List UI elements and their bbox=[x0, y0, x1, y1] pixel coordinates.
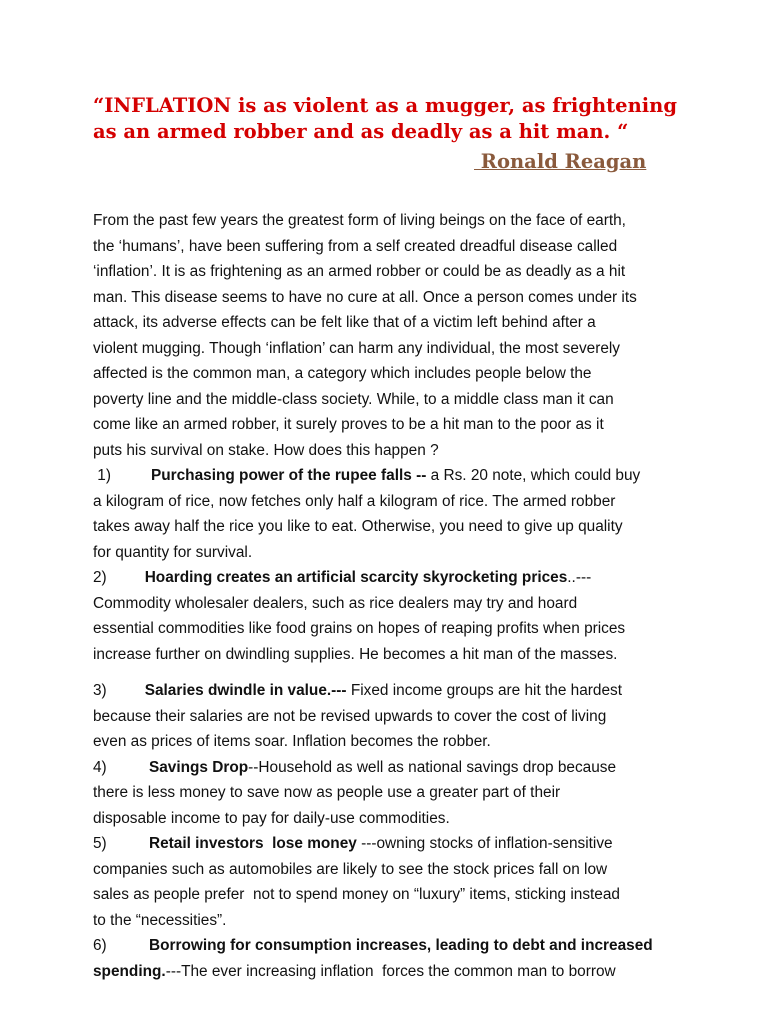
paragraph-gap bbox=[93, 667, 693, 678]
intro-line: attack, its adverse effects can be felt like that of a victim left behind after a bbox=[93, 314, 596, 331]
point-text: ---owning stocks of inflation-sensitive bbox=[356, 835, 613, 852]
point-line: increase further on dwindling supplies. He becomes a hit man of the masses. bbox=[93, 645, 618, 663]
point-5-first-line bbox=[93, 831, 693, 857]
point-heading: Retail investors lose money bbox=[144, 835, 357, 852]
point-6-first-line bbox=[93, 933, 693, 959]
point-heading: Salaries dwindle in value.--- bbox=[144, 682, 347, 699]
quote-line-2: as an armed robber and as deadly as a hit man. “ bbox=[93, 119, 629, 143]
point-text: Fixed income groups are hit the hardest bbox=[346, 682, 623, 699]
point-text: a Rs. 20 note, which could buy bbox=[426, 467, 641, 484]
reagan-quote bbox=[93, 92, 693, 143]
quote-line-1: “INFLATION is as violent as a mugger, as frightening bbox=[93, 94, 677, 117]
intro-line: puts his survival on stake. How does this happen ? bbox=[93, 441, 439, 459]
point-heading: Borrowing for consumption increases, leading to debt and increased bbox=[144, 937, 653, 954]
point-line: because their salaries are not be revised upwards to cover the cost of living bbox=[93, 707, 607, 725]
point-text: ..--- bbox=[567, 569, 592, 586]
point-number: 5) bbox=[93, 835, 107, 852]
point-line: essential commodities like food grains on hopes of reaping profits when prices bbox=[93, 620, 626, 637]
point-line: for quantity for survival. bbox=[93, 543, 253, 561]
point-6-second-line bbox=[93, 959, 693, 985]
point-number: 1) bbox=[93, 467, 111, 484]
point-line: there is less money to save now as people use a greater part of their bbox=[93, 784, 561, 801]
intro-line: come like an armed robber, it surely proves to be a hit man to the poor as it bbox=[93, 416, 604, 433]
point-2-first-line bbox=[93, 565, 693, 591]
point-text: ---The ever increasing inflation forces the common man to borrow bbox=[165, 962, 616, 980]
intro-line: man. This disease seems to have no cure at all. Once a person comes under its bbox=[93, 288, 637, 306]
point-number: 3) bbox=[93, 682, 107, 699]
article-body bbox=[93, 208, 693, 984]
intro-line: ‘inflation’. It is as frightening as an armed robber or could be as deadly as a hit bbox=[93, 263, 626, 280]
point-number: 6) bbox=[93, 937, 107, 954]
point-4-first-line bbox=[93, 755, 693, 781]
point-line: sales as people prefer not to spend money on “luxury” items, sticking instead bbox=[93, 886, 620, 903]
point-line: even as prices of items soar. Inflation becomes the robber. bbox=[93, 733, 491, 750]
point-heading-continued: spending. bbox=[93, 962, 166, 980]
point-line: disposable income to pay for daily-use commodities. bbox=[93, 809, 450, 827]
point-line: companies such as automobiles are likely to see the stock prices fall on low bbox=[93, 860, 608, 878]
point-heading: Savings Drop bbox=[144, 758, 249, 776]
intro-line: affected is the common man, a category which includes people below the bbox=[93, 365, 592, 382]
point-heading: Hoarding creates an artificial scarcity skyrocketing prices bbox=[144, 569, 568, 586]
point-1-first-line bbox=[93, 463, 693, 489]
point-line: a kilogram of rice, now fetches only half a kilogram of rice. The armed robber bbox=[93, 492, 616, 510]
point-line: to the “necessities”. bbox=[93, 911, 227, 929]
intro-line: From the past few years the greatest form of living beings on the face of earth, bbox=[93, 212, 626, 229]
point-3-first-line bbox=[93, 678, 693, 704]
point-number: 2) bbox=[93, 569, 107, 586]
point-line: takes away half the rice you like to eat. Otherwise, you need to give up quality bbox=[93, 518, 623, 535]
point-number: 4) bbox=[93, 758, 107, 776]
intro-line: the ‘humans’, have been suffering from a self created dreadful disease called bbox=[93, 237, 618, 255]
point-text: --Household as well as national savings drop because bbox=[248, 758, 617, 776]
point-line: Commodity wholesaler dealers, such as rice dealers may try and hoard bbox=[93, 594, 578, 612]
quote-author: Ronald Reagan bbox=[474, 150, 647, 173]
point-heading: Purchasing power of the rupee falls -- bbox=[150, 467, 427, 484]
intro-line: violent mugging. Though ‘inflation’ can harm any individual, the most severely bbox=[93, 339, 620, 357]
intro-line: poverty line and the middle-class society. While, to a middle class man it can bbox=[93, 390, 614, 408]
